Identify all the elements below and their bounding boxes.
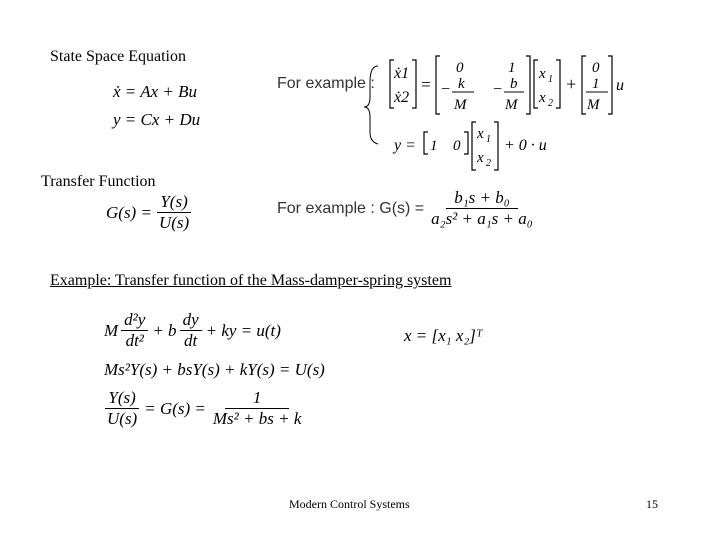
mds-tf-numerator: Y(s) [105,388,138,409]
second-derivative-num: d²y [121,310,148,331]
example-heading: Example: Transfer function of the Mass-damper-spring system [50,272,452,289]
first-derivative-den: dt [183,331,198,350]
a22-minus: − [492,81,503,98]
a22-m: M [505,97,518,113]
damping-term: + b [152,320,177,340]
x2-dot: ẋ2 [394,89,410,106]
y-x2-subscript: 2 [486,158,491,169]
y-x1-subscript: 1 [486,134,491,145]
b2: 1 [592,76,600,92]
transfer-function-definition [106,192,192,233]
transfer-denominator: U(s) [158,213,190,232]
second-derivative-den: dt² [125,331,144,350]
a12: 1 [508,60,516,76]
mds-tf-denominator: U(s) [107,409,138,428]
du-term: + 0 · u [504,137,547,154]
state-space-heading: State Space Equation [50,48,186,65]
output-equation: y = Cx + Du [113,110,201,129]
equals-sign: = [420,75,432,94]
a22-b: b [510,76,518,92]
state-equation: ẋ = Ax + Bu [113,82,197,101]
x2: x [539,90,546,106]
footer-title: Modern Control Systems [289,497,410,511]
mds-transfer-function [104,388,304,429]
mds-tf-middle: = G(s) = [144,398,206,418]
x1-subscript: 1 [548,74,553,85]
transfer-example-label: For example : G(s) = [277,199,425,217]
state-space-matrix-equation [360,52,640,172]
a21-k: k [458,76,465,92]
y-equals: y = [394,137,416,154]
spring-and-input: + ky = u(t) [205,320,281,340]
plus-sign: + [565,74,578,94]
mds-tf-result-numerator: 1 [225,388,290,409]
differential-equation [104,310,281,351]
c1: 1 [430,138,438,154]
transfer-function-example [277,188,536,229]
transfer-example-numerator: b₁s + b₀ [446,188,517,209]
u-input: u [616,77,624,94]
first-derivative-num: dy [180,310,202,331]
x1: x [539,66,546,82]
state-vector: x = [x₁ x₂]ᵀ [404,326,483,345]
c2: 0 [453,138,461,154]
y-x2: x [477,150,484,166]
x2-subscript: 2 [548,98,553,109]
mass-coefficient: M [104,320,119,340]
b1: 0 [592,60,600,76]
laplace-equation: Ms²Y(s) + bsY(s) + kY(s) = U(s) [104,360,325,379]
transfer-lhs: G(s) = [106,202,152,222]
mds-tf-result-denominator: Ms² + bs + k [212,409,302,428]
transfer-function-heading: Transfer Function [41,173,156,190]
a21-m: M [454,97,467,113]
state-space-example-label: For example : [277,75,375,92]
x1-dot: ẋ1 [394,65,410,82]
a11: 0 [456,60,464,76]
b-m: M [587,97,600,113]
transfer-example-denominator: a₂s² + a₁s + a₀ [431,209,533,228]
page-number: 15 [646,497,658,511]
a21-minus: − [440,81,451,98]
transfer-numerator: Y(s) [157,192,190,213]
y-x1: x [477,126,484,142]
